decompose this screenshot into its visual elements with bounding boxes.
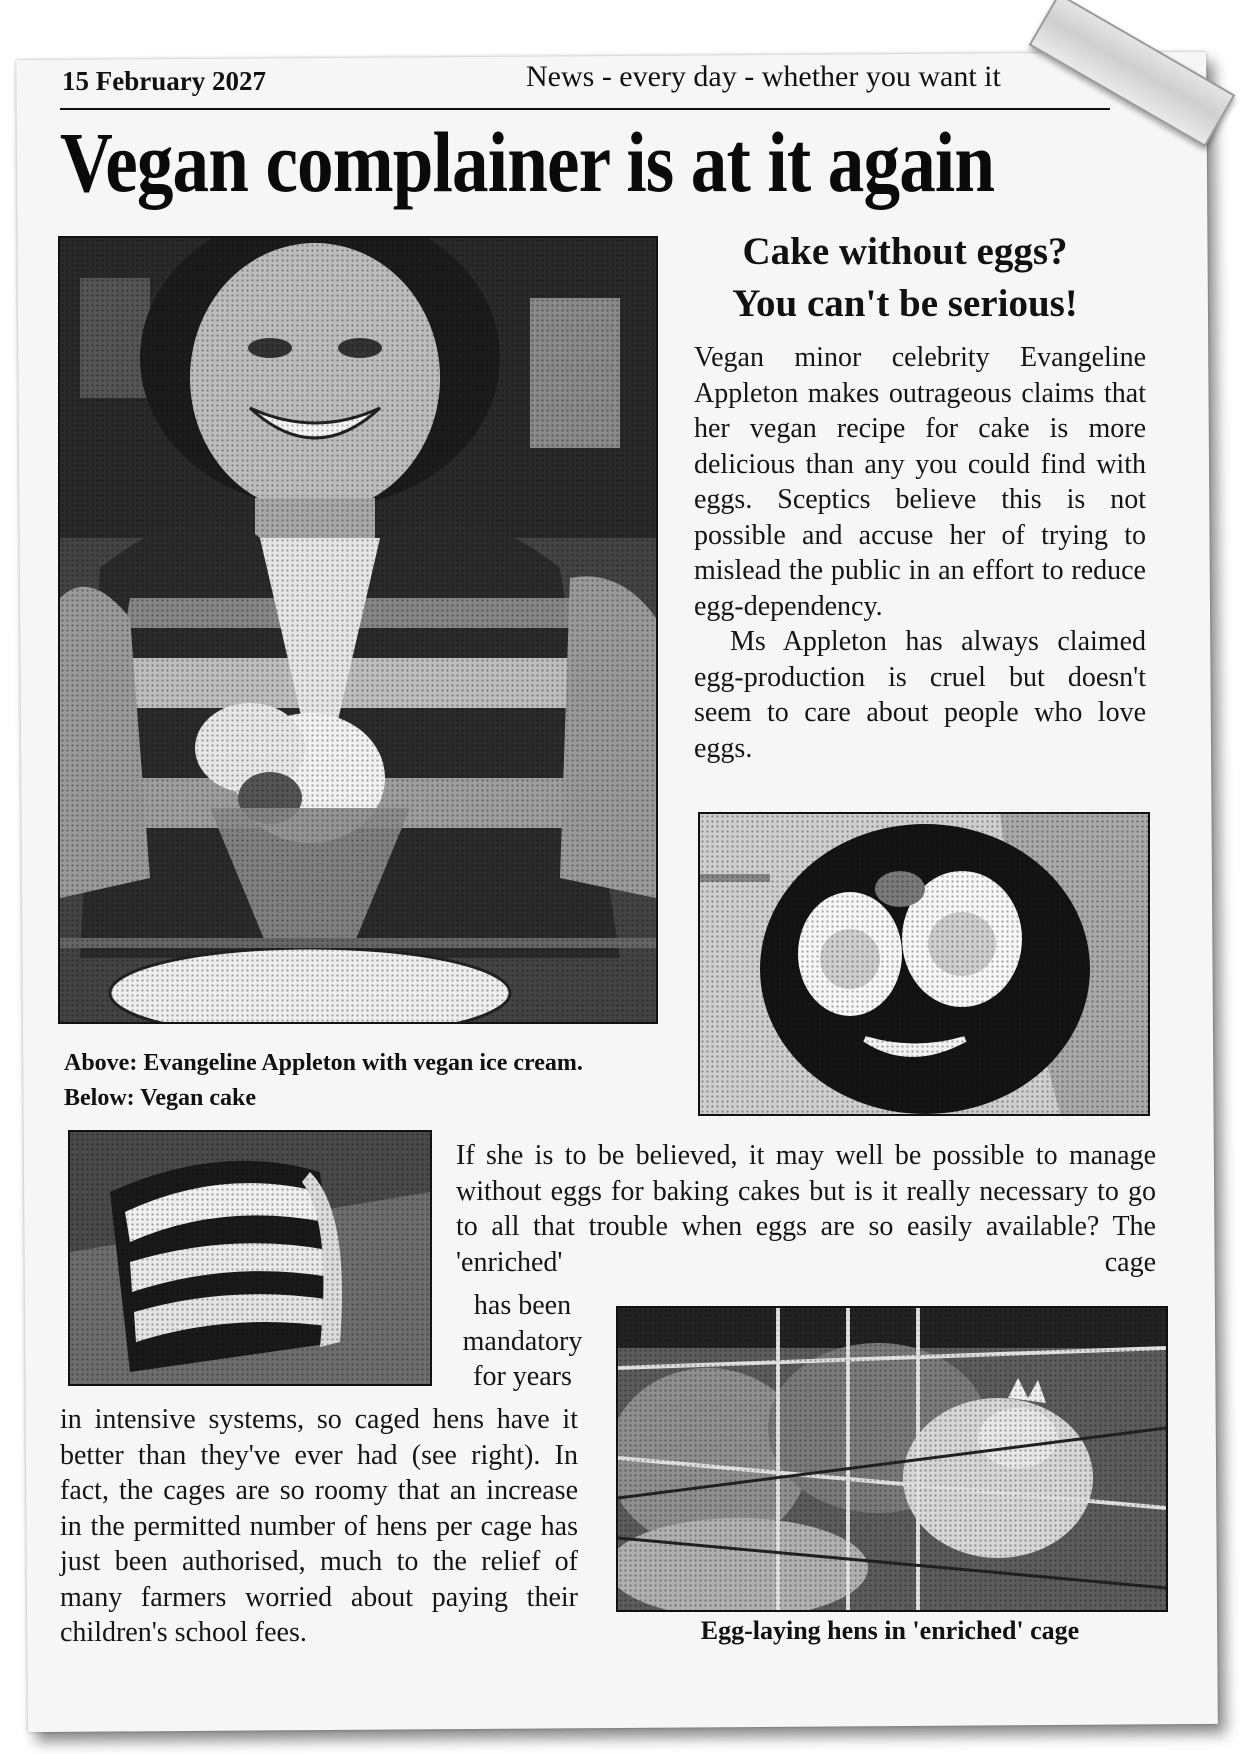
caption-below: Below: Vegan cake	[64, 1085, 256, 1111]
article-column-right	[694, 340, 1146, 766]
caged-hens-photo	[616, 1306, 1168, 1612]
article-paragraph-1: Vegan minor celebrity Evangeline Appleton makes outrageous claims that her vegan recipe for cake is more delicious than any you could find with eggs. Sceptics believe this is not possible and accuse her of trying to mislead the public in an effort to reduce egg-dependency.	[694, 342, 1146, 622]
subheadline-line-2: You can't be serious!	[732, 282, 1078, 325]
masthead-rule	[60, 108, 1110, 110]
article-paragraph-3b: has been mandatory for years	[462, 1290, 583, 1392]
subheadline	[680, 226, 1130, 330]
egg-face-plate-photo	[698, 812, 1150, 1116]
caption-hens: Egg-laying hens in 'enriched' cage	[700, 1616, 1080, 1645]
photo-caption-above-below	[64, 1046, 583, 1116]
article-paragraph-3c: in intensive systems, so caged hens have it better than they've ever had (see right). In fact, the cages are so roomy that an increase in the permitted number of hens per cage has just been authorised, much to the relief of many farmers worried about paying their children's school fees.	[60, 1404, 578, 1648]
subheadline-line-1: Cake without eggs?	[742, 230, 1068, 273]
issue-date: 15 February 2027	[62, 66, 266, 96]
article-paragraph-3a: If she is to be believed, it may well be possible to manage without eggs for baking cakes but is it really necessary to go to all that trouble when eggs are so easily available? The 'enriched' cage	[456, 1140, 1156, 1278]
caption-above: Above: Evangeline Appleton with vegan ice cream.	[64, 1050, 583, 1076]
girl-with-ice-cream-photo	[58, 236, 658, 1024]
article-paragraph-2: Ms Appleton has always claimed egg-production is cruel but doesn't seem to care about people who love eggs.	[694, 626, 1146, 764]
headline: Vegan complainer is at it again	[60, 114, 995, 210]
masthead-tagline: News - every day - whether you want it	[526, 60, 1001, 93]
vegan-cake-slice-photo	[68, 1130, 432, 1386]
